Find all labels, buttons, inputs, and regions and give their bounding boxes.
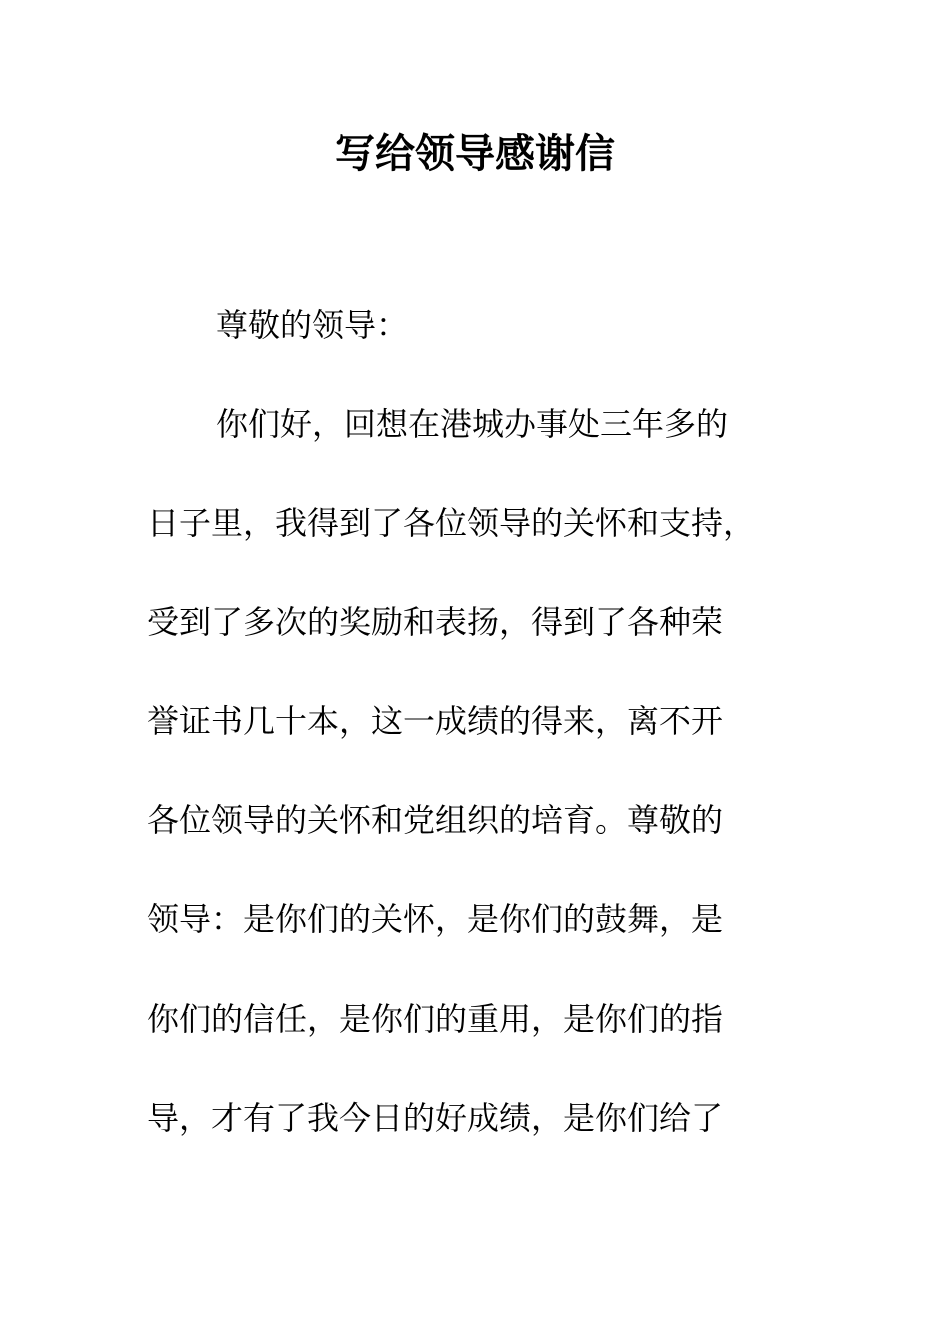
salutation-line: 尊敬的领导： <box>216 306 409 344</box>
body-line-1: 你们好，回想在港城办事处三年多的 <box>216 405 729 443</box>
body-line-3: 受到了多次的奖励和表扬，得到了各种荣 <box>147 603 724 641</box>
document-title: 写给领导感谢信 <box>335 130 615 177</box>
body-line-4: 誉证书几十本，这一成绩的得来，离不开 <box>147 702 724 740</box>
body-line-8: 导，才有了我今日的好成绩，是你们给了 <box>147 1099 724 1137</box>
body-line-6: 领导：是你们的关怀，是你们的鼓舞，是 <box>147 900 724 938</box>
body-line-2: 日子里，我得到了各位领导的关怀和支持， <box>147 504 756 542</box>
body-line-7: 你们的信任，是你们的重用，是你们的指 <box>147 1000 724 1038</box>
body-line-5: 各位领导的关怀和党组织的培育。尊敬的 <box>147 801 724 839</box>
